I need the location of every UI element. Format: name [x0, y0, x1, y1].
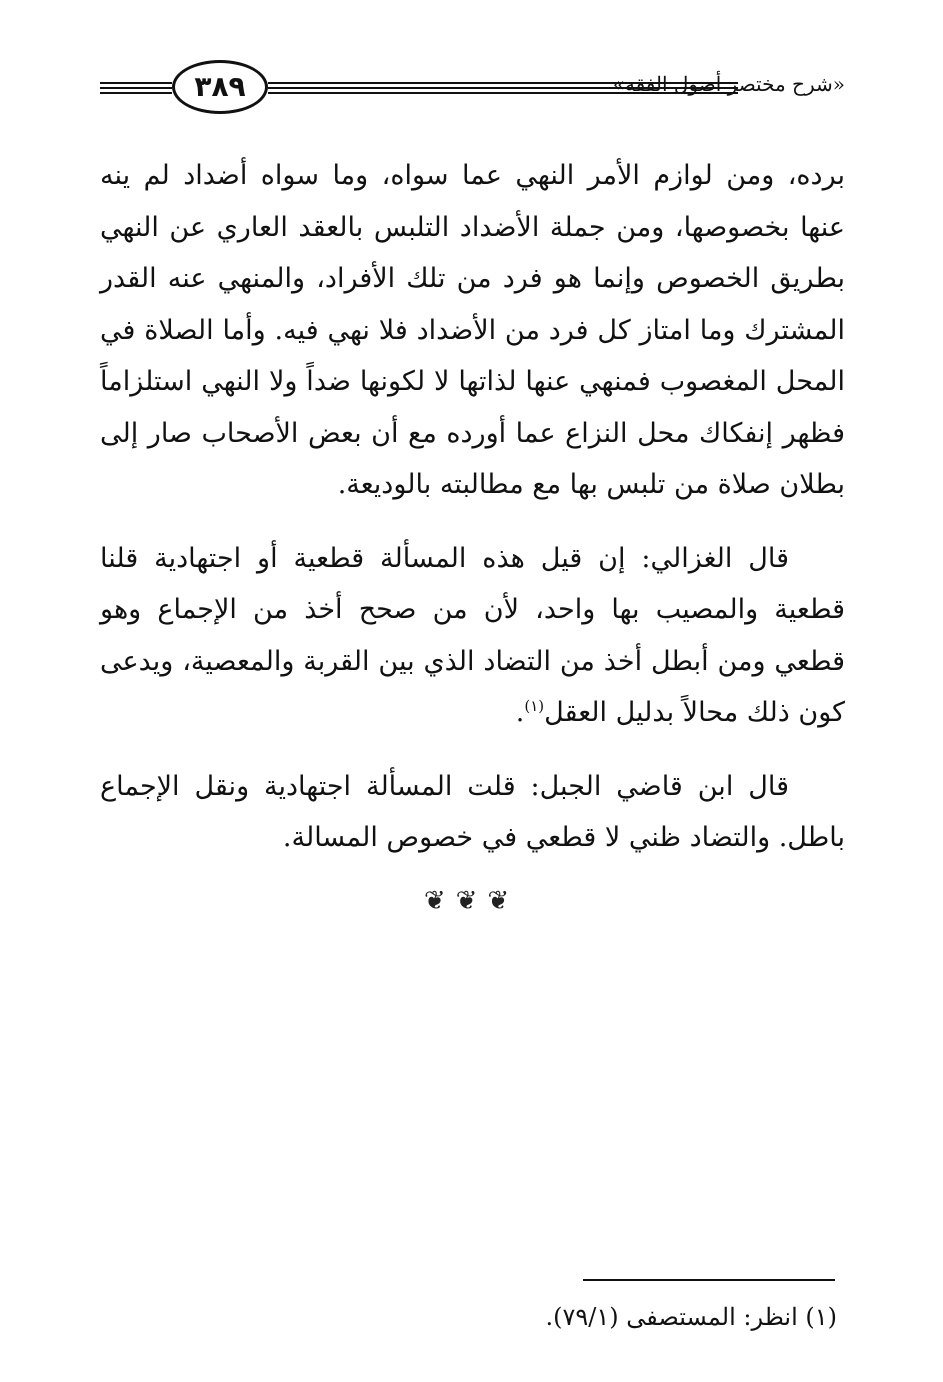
header-rule	[100, 92, 172, 94]
paragraph-text: قال الغزالي: إن قيل هذه المسألة قطعية أو اجتهادية قلنا قطعية والمصيب بها واحد، لأن من صحح أخذ من الإجماع وهو قطعي ومن أبطل أخذ من التضاد الذي بين القربة والمعصية، ويدعى كون ذلك محالاً بدليل العقل	[100, 542, 845, 728]
paragraph-text: قال ابن قاضي الجبل: قلت المسألة اجتهادية ونقل الإجماع باطل. والتضاد ظني لا قطعي في خصوص المسالة.	[100, 770, 845, 853]
paragraph	[100, 150, 845, 511]
paragraph	[100, 533, 845, 739]
page-header	[100, 52, 845, 124]
page-number-frame	[172, 60, 268, 114]
running-title: «شرح مختصر أصول الفقه»	[612, 72, 845, 96]
footnote-text: (١) انظر: المستصفى (٧٩/١).	[545, 1303, 837, 1331]
main-text	[100, 150, 845, 864]
paragraph-tail: .	[515, 697, 525, 728]
page-number: ٣٨٩	[194, 70, 246, 103]
footnote	[100, 1297, 837, 1337]
header-rule	[100, 87, 172, 89]
section-end-ornament-icon: ❦❦❦	[423, 886, 520, 916]
footnote-reference[interactable]: (١)	[524, 697, 545, 715]
paragraph	[100, 761, 845, 864]
paragraph-text: برده، ومن لوازم الأمر النهي عما سواه، وما سواه أضداد لم ينه عنها بخصوصها، ومن جملة الأضداد التلبس بالعقد العاري عن النهي بطريق الخصوص وإنما هو فرد من تلك الأفراد، والمنهي عنه القدر المشترك وما امتاز كل فرد من الأضداد فلا نهي فيه. وأما الصلاة في المحل المغصوب فمنهي عنها لذاتها لا لكونها ضداً ولا النهي استلزاماً فظهر إنفكاك محل النزاع عما أورده مع أن بعض الأصحاب صار إلى بطلان صلاة من تلبس بها مع مطالبته بالوديعة.	[100, 160, 845, 500]
footnote-separator	[583, 1279, 835, 1281]
header-rule	[100, 82, 172, 84]
